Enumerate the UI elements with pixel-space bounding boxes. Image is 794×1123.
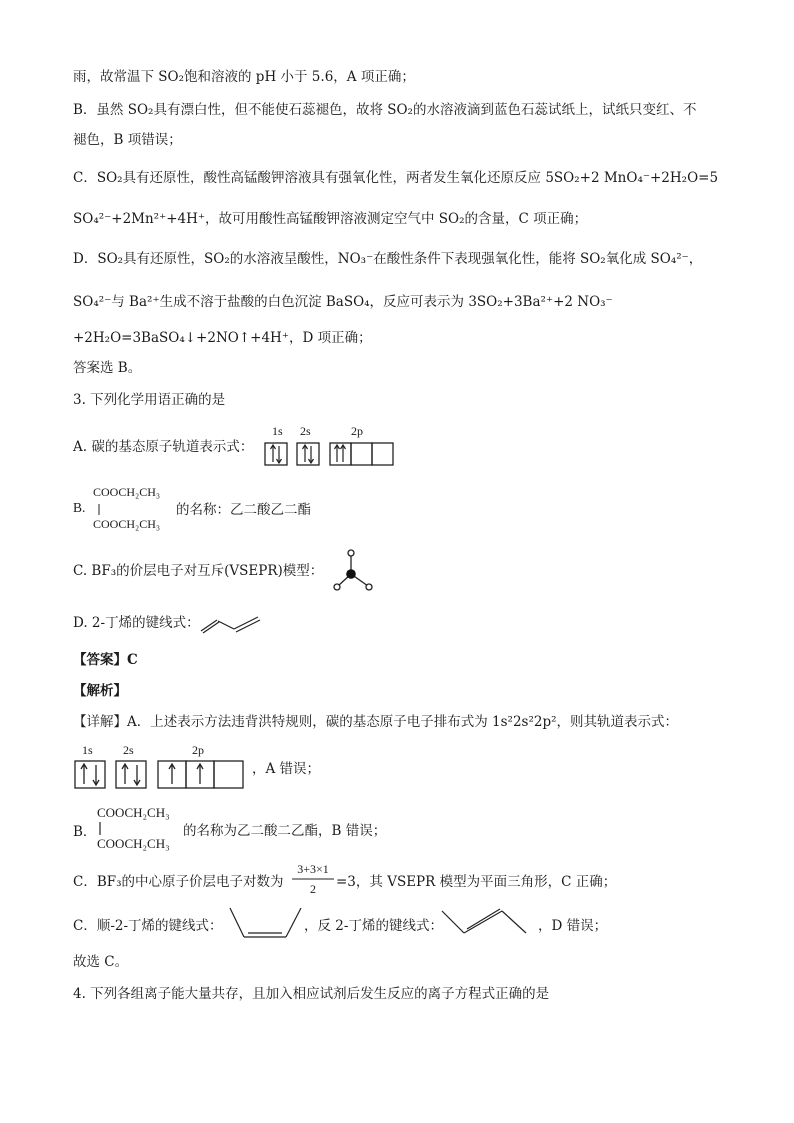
text-line: 褪色，B 项错误； <box>73 132 182 148</box>
text-line: 雨，故常温下 SO₂饱和溶液的 pH 小于 5.6，A 项正确； <box>73 69 415 85</box>
detail-d-head: C．顺-2-丁烯的键线式： <box>73 918 223 934</box>
text-line: 答案选 B。 <box>73 360 142 376</box>
trans-2-butene-skeletal <box>440 907 530 937</box>
detail-a: 【详解】A．上述表示方法违背洪特规则，碳的基态原子电子排布式为 1s²2s²2p²，则其轨道表示式： <box>73 714 679 730</box>
text-line: C．SO₂具有还原性，酸性高锰酸钾溶液具有强氧化性，两者发生氧化还原反应 5SO₂+2 MnO₄⁻+2H₂O=5 <box>73 170 719 186</box>
option-c: C. BF₃的价层电子对互斥(VSEPR)模型： <box>73 563 324 579</box>
orbital-label-1s: 1s <box>272 424 283 438</box>
next-question-stem: 4. 下列各组离子能大量共存，且加入相应试剂后发生反应的离子方程式正确的是 <box>73 986 550 1002</box>
formula-top: COOCH₂CH₃ <box>93 485 161 499</box>
option-b-label: B. <box>73 500 86 515</box>
formula-bottom: COOCH₂CH₃ <box>93 517 161 531</box>
orbital-diagram-correct <box>74 760 246 790</box>
orbital-diagram-wrong <box>264 442 396 468</box>
detail-b-label: B． <box>73 824 97 840</box>
bond-line <box>98 504 102 516</box>
detail-end: 故选 C。 <box>73 954 129 970</box>
detail-c-tail: =3，其 VSEPR 模型为平面三角形，C 正确； <box>336 874 617 890</box>
orbital-label-2s: 2s <box>123 743 134 757</box>
question-stem: 3. 下列化学用语正确的是 <box>73 392 226 408</box>
text-line: B．虽然 SO₂具有漂白性，但不能使石蕊褪色，故将 SO₂的水溶液滴到蓝色石蕊试纸上，试纸只变红、不 <box>73 102 697 118</box>
option-d: D. 2-丁烯的键线式： <box>73 615 200 631</box>
bond-line <box>99 822 103 836</box>
detail-d-tail: ，D 错误； <box>538 918 608 934</box>
text-line: SO₄²⁻+2Mn²⁺+4H⁺，故可用酸性高锰酸钾溶液测定空气中 SO₂的含量，C 项正确； <box>73 211 588 227</box>
option-d-skeletal <box>199 612 265 634</box>
option-a: A. 碳的基态原子轨道表示式： <box>73 439 254 455</box>
orbital-label-1s: 1s <box>82 743 93 757</box>
detail-a-tail: ，A 错误； <box>252 761 321 777</box>
vsepr-model <box>330 548 376 592</box>
detail-c-head: C．BF₃的中心原子价层电子对数为 <box>73 874 284 890</box>
fraction-numerator: 3+3×1 <box>297 862 329 876</box>
option-b-text: 的名称：乙二酸乙二酯 <box>176 502 311 518</box>
text-line: SO₄²⁻与 Ba²⁺生成不溶于盐酸的白色沉淀 BaSO₄，反应可表示为 3SO₂+3Ba²⁺+2 NO₃⁻ <box>73 294 613 310</box>
detail-b-tail: 的名称为乙二酸二乙酯，B 错误； <box>183 823 387 839</box>
answer-tag: 【答案】C <box>73 652 138 668</box>
analysis-tag: 【解析】 <box>73 683 127 699</box>
text-line: +2H₂O=3BaSO₄↓+2NO↑+4H⁺，D 项正确； <box>73 330 372 346</box>
formula-bottom: COOCH₂CH₃ <box>97 836 170 851</box>
orbital-label-2p: 2p <box>192 743 204 757</box>
fraction-bar <box>292 878 334 880</box>
orbital-label-2s: 2s <box>300 424 311 438</box>
formula-top: COOCH₂CH₃ <box>97 805 170 820</box>
cis-2-butene-skeletal <box>228 906 304 940</box>
detail-d-mid: ，反 2-丁烯的键线式： <box>304 918 443 934</box>
orbital-label-2p: 2p <box>351 424 363 438</box>
fraction-denominator: 2 <box>310 882 316 896</box>
text-line: D．SO₂具有还原性，SO₂的水溶液呈酸性，NO₃⁻在酸性条件下表现强氧化性，能将 SO₂氧化成 SO₄²⁻， <box>73 251 703 267</box>
